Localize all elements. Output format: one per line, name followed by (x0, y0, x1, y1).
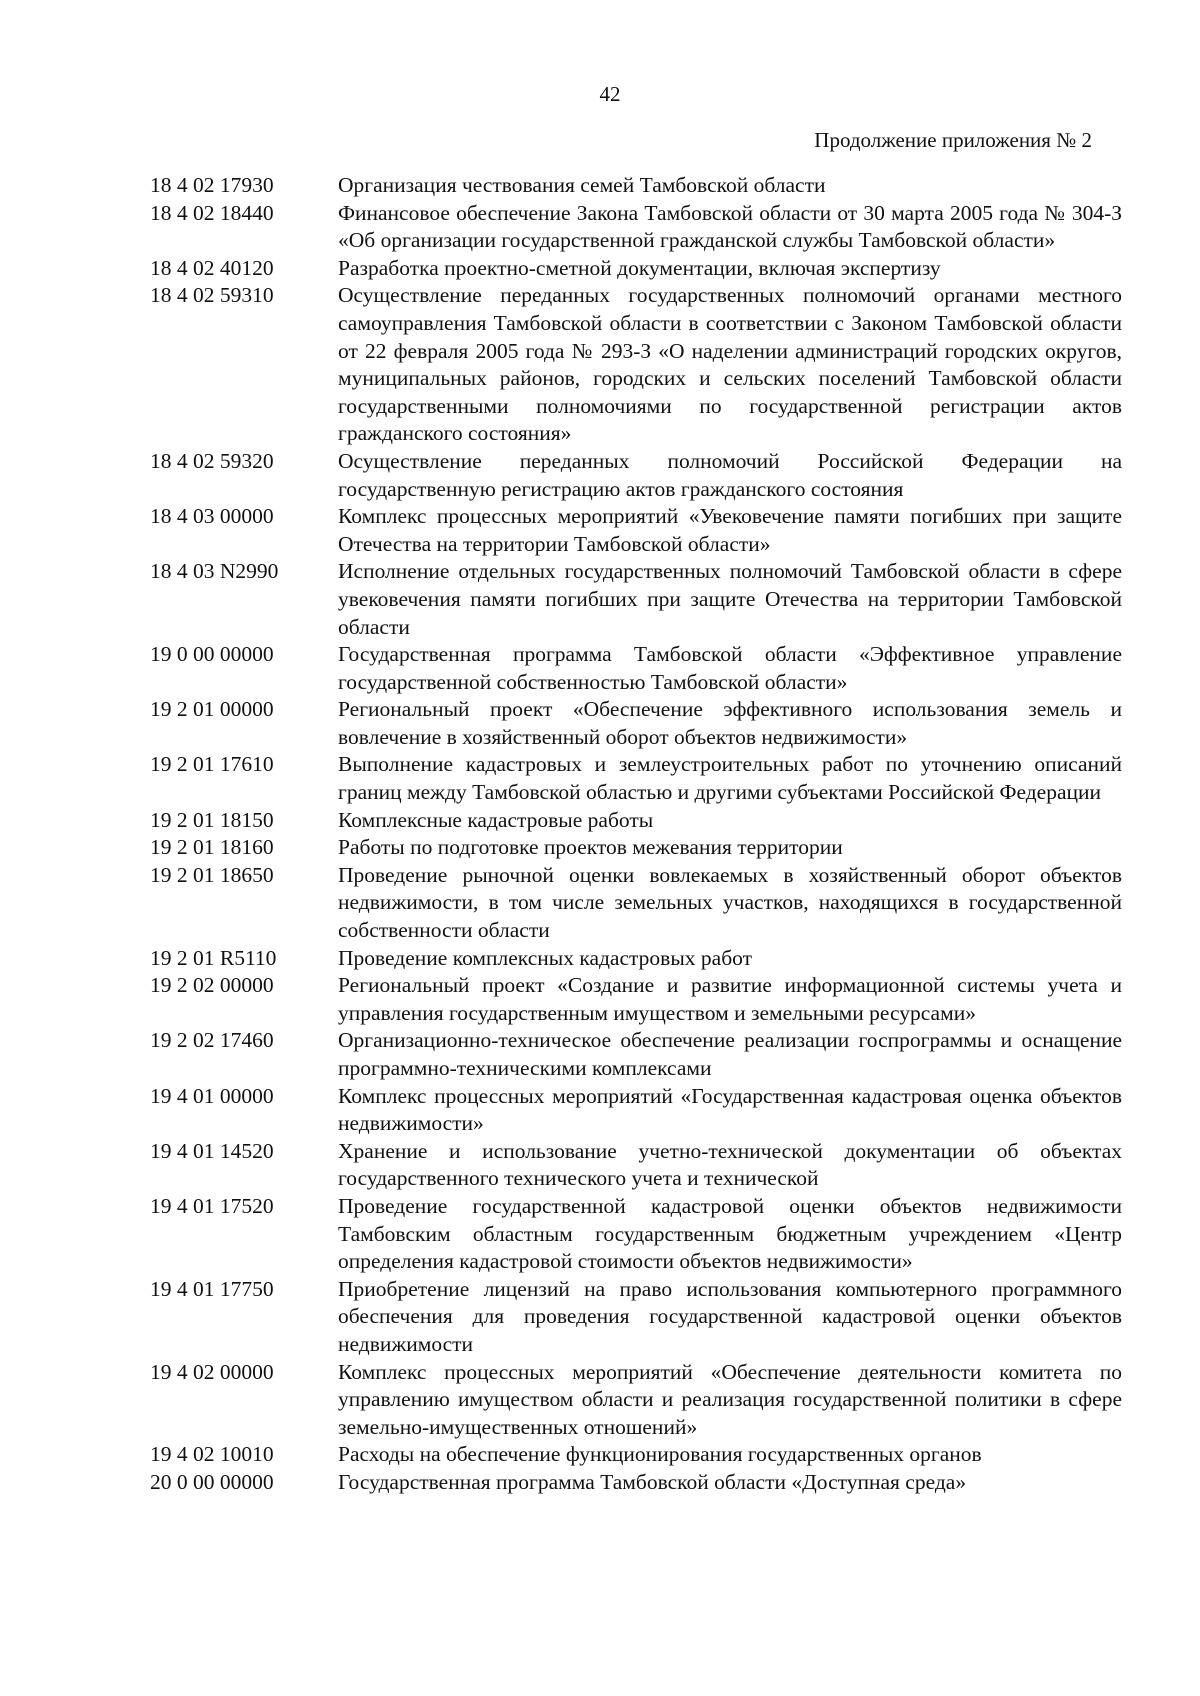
row-code: 20 0 00 00000 (150, 1469, 274, 1494)
row-code: 18 4 02 40120 (150, 255, 274, 280)
row-code: 19 2 02 00000 (150, 973, 274, 998)
row-description: Проведение рыночной оценки вовлекаемых в хозяйственный оборот объектов недвижимости, в том числе земельных участков, находящихся в государственной собственности области (338, 862, 1122, 943)
row-code: 19 4 01 14520 (150, 1138, 274, 1163)
row-code: 18 4 03 00000 (150, 504, 274, 529)
row-description: Исполнение отдельных государственных полномочий Тамбовской области в сфере увековечения памяти погибших при защите Отечества на территории Тамбовской области (338, 559, 1122, 639)
row-code: 19 0 00 00000 (150, 642, 274, 667)
row-description: Выполнение кадастровых и землеустроительных работ по уточнению описаний границ между Тамбовской областью и другими субъектами Российской Федерации (338, 752, 1122, 805)
table-row (150, 200, 1122, 255)
table-row (150, 1359, 1122, 1442)
row-code: 18 4 02 17930 (150, 173, 274, 197)
row-description: Региональный проект «Обеспечение эффективного использования земель и вовлечение в хозяйственный оборот объектов недвижимости» (338, 697, 1122, 749)
row-code: 19 2 01 R5110 (150, 945, 277, 970)
table-row (150, 255, 1122, 283)
row-description: Государственная программа Тамбовской области «Эффективное управление государственной собственностью Тамбовской области» (338, 642, 1122, 694)
row-code: 19 2 02 17460 (150, 1028, 274, 1053)
row-code: 18 4 03 N2990 (150, 559, 279, 584)
table-row (150, 1027, 1122, 1082)
table-row (150, 696, 1122, 751)
row-description: Приобретение лицензий на право использования компьютерного программного обеспечения для проведения государственной кадастровой оценки объектов недвижимости (338, 1276, 1122, 1356)
row-code: 18 4 02 59320 (150, 448, 274, 473)
row-description: Комплекс процессных мероприятий «Обеспечение деятельности комитета по управлению имуществом области и реализация государственной политики в сфере земельно-имущественных отношений» (338, 1359, 1122, 1439)
table-row (150, 558, 1122, 641)
row-description: Работы по подготовке проектов межевания территории (338, 835, 843, 860)
row-code: 19 4 02 10010 (150, 1442, 274, 1467)
row-description: Осуществление переданных государственных полномочий органами местного самоуправления Тамбовской области в соответствии с Законом Тамбовской области от 22 февраля 2005 года № 293-З «О наделении администраций городских округов, муниципальных районов, городских и сельских поселений Тамбовской области государственными полномочиями по государственной регистрации актов гражданского состояния» (338, 283, 1122, 446)
row-code: 18 4 02 18440 (150, 200, 274, 225)
table-row (150, 282, 1122, 448)
row-code: 19 4 01 17520 (150, 1193, 274, 1218)
table-row (150, 972, 1122, 1027)
row-code: 19 2 01 17610 (150, 752, 274, 777)
row-description: Региональный проект «Создание и развитие информационной системы учета и управления государственным имуществом и земельными ресурсами» (338, 973, 1122, 1025)
table-row (150, 172, 1122, 200)
row-description: Проведение государственной кадастровой оценки объектов недвижимости Тамбовским областным государственным бюджетным учреждением «Центр определения кадастровой стоимости объектов недвижимости» (338, 1193, 1122, 1274)
table-row (150, 1469, 1122, 1497)
table-row (150, 807, 1122, 835)
table-row (150, 641, 1122, 696)
row-description: Организация чествования семей Тамбовской области (338, 173, 826, 197)
table-row (150, 1138, 1122, 1193)
row-code: 19 2 01 18650 (150, 862, 274, 887)
row-description: Организационно-техническое обеспечение реализации госпрограммы и оснащение программно-техническими комплексами (338, 1028, 1122, 1080)
row-code: 19 4 01 00000 (150, 1083, 274, 1108)
table-row (150, 1276, 1122, 1359)
table-row (150, 1193, 1122, 1276)
row-description: Комплекс процессных мероприятий «Государственная кадастровая оценка объектов недвижимости» (338, 1083, 1122, 1136)
table-row (150, 1083, 1122, 1138)
row-description: Хранение и использование учетно-технической документации об объектах государственного технического учета и технической (338, 1138, 1122, 1191)
row-code: 18 4 02 59310 (150, 283, 274, 308)
row-code: 19 2 01 18150 (150, 807, 274, 832)
row-description: Комплексные кадастровые работы (338, 807, 654, 832)
row-description: Комплекс процессных мероприятий «Увековечение памяти погибших при защите Отечества на территории Тамбовской области» (338, 504, 1122, 556)
row-code: 19 2 01 18160 (150, 835, 274, 860)
table-row (150, 751, 1122, 806)
row-description: Проведение комплексных кадастровых работ (338, 945, 752, 970)
row-code: 19 4 01 17750 (150, 1276, 274, 1301)
table-row (150, 862, 1122, 945)
row-description: Финансовое обеспечение Закона Тамбовской области от 30 марта 2005 года № 304-З «Об организации государственной гражданской службы Тамбовской области» (338, 200, 1122, 253)
row-code: 19 2 01 00000 (150, 697, 274, 722)
classification-table (150, 172, 1122, 1497)
row-code: 19 4 02 00000 (150, 1359, 274, 1384)
row-description: Разработка проектно-сметной документации, включая экспертизу (338, 255, 941, 280)
table-row (150, 834, 1122, 862)
table-row (150, 503, 1122, 558)
row-description: Осуществление переданных полномочий Российской Федерации на государственную регистрацию актов гражданского состояния (338, 448, 1122, 501)
table-row (150, 448, 1122, 503)
page-number: 42 (599, 82, 621, 106)
row-description: Государственная программа Тамбовской области «Доступная среда» (338, 1469, 967, 1494)
row-description: Расходы на обеспечение функционирования государственных органов (338, 1442, 982, 1467)
table-row (150, 945, 1122, 973)
appendix-continuation-note: Продолжение приложения № 2 (814, 128, 1092, 152)
table-row (150, 1441, 1122, 1469)
